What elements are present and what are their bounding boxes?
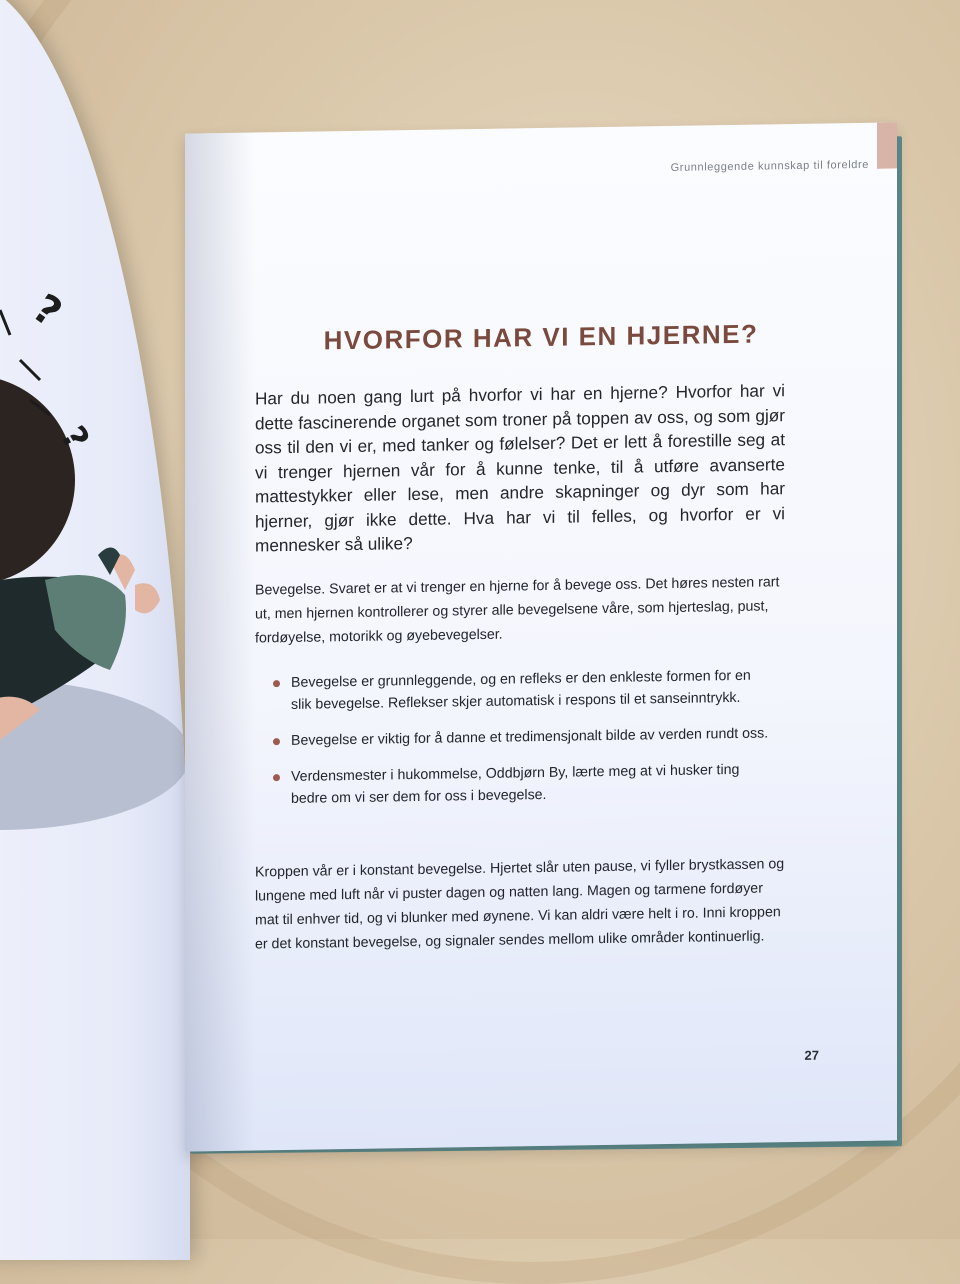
bullet-dot-icon <box>273 680 280 687</box>
question-mark-2: ? <box>52 419 97 457</box>
motion-line-2 <box>20 360 40 380</box>
chapter-tab-marker <box>877 122 897 168</box>
list-item <box>273 722 773 752</box>
intro-paragraph: Har du noen gang lurt på hvorfor vi har en hjerne? Hvorfor har vi dette fascinerende organet som troner på toppen av oss, og som gjør oss til den vi er, med tanker og følelser? Det er lett å forestille seg at vi trenger hjernen vår for å kunne tenke, til å utføre avanserte mattestykker eller lese, men andre skapninger og dyr som har hjerner, gjør ikke dette. Hva har vi til felles, og hvorfor er vi mennesker så ulike? <box>255 380 785 556</box>
page-number: 27 <box>804 1047 819 1063</box>
chapter-title: HVORFOR HAR VI EN HJERNE? <box>323 318 759 356</box>
illustration-hand <box>135 583 160 613</box>
right-page <box>185 122 897 1151</box>
list-item <box>273 664 773 716</box>
question-mark-1: ? <box>24 285 70 337</box>
bullet-list <box>273 664 773 824</box>
spine-shadow <box>185 132 255 1151</box>
left-page <box>0 0 190 1260</box>
list-item-text: Bevegelse er grunnleggende, og en refleks er den enkleste formen for en slik bevegelse. Reflekser skjer automatisk i respons til et sanseinntrykk. <box>291 667 751 713</box>
motion-line-1 <box>0 310 10 335</box>
body-paragraph-2: Kroppen vår er i konstant bevegelse. Hjertet slår uten pause, vi fyller brystkassen og lungene med luft når vi puster dagen og natten lang. Magen og tarmene fordøyer mat til enhver tid, og vi blunker med øynene. Vi kan aldri være helt i ro. Inni kroppen er det konstant bevegelse, og signaler sendes mellom ulike områder kontinuerlig. <box>255 856 785 953</box>
body-paragraph-1: Bevegelse. Svaret er at vi trenger en hjerne for å bevege oss. Det høres nesten rart ut, men hjernen kontrollerer og styrer alle bevegelsene våre, som hjerteslag, pust, fordøyelse, motorikk og øyebevegelser. <box>255 574 780 647</box>
bullet-dot-icon <box>273 738 280 745</box>
illustration-figure <box>0 0 190 1260</box>
list-item-text: Bevegelse er viktig for å danne et tredimensjonalt bilde av verden rundt oss. <box>291 725 769 749</box>
running-head: Grunnleggende kunnskap til foreldre <box>670 158 869 174</box>
list-item <box>273 758 773 810</box>
list-item-text: Verdensmester i hukommelse, Oddbjørn By, lærte meg at vi husker ting bedre om vi ser dem for oss i bevegelse. <box>291 761 740 807</box>
bullet-dot-icon <box>273 774 280 781</box>
